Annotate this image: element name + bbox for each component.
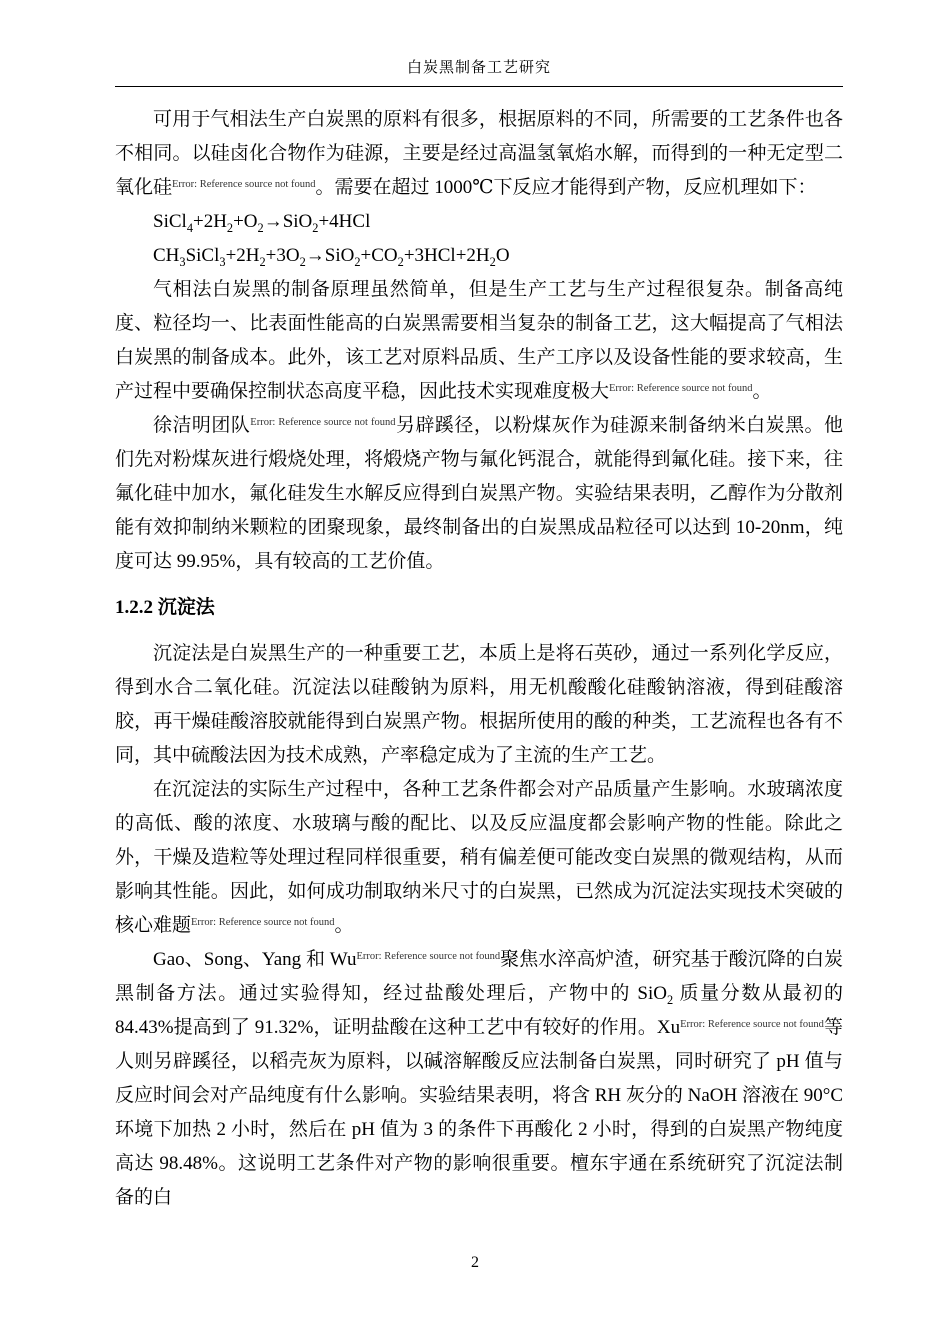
- text-run: Gao、Song、Yang 和 Wu: [153, 949, 357, 970]
- text-run: SiCl: [185, 245, 220, 266]
- text-run: +3O: [265, 245, 300, 266]
- text-run: 。: [334, 915, 354, 936]
- text-run: 沉淀法是白炭黑生产的一种重要工艺，本质上是将石英砂，通过一系列化学反应，得到水合二氧化硅。沉淀法以硅酸钠为原料，用无机酸酸化硅酸钠溶液，得到硅酸溶胶，再干燥硅酸溶胶就能得到白炭黑产物。根据所使用的酸的种类，工艺流程也各有不同，其中硫酸法因为技术成熟，产率稳定成为了主流的生产工艺。: [115, 643, 843, 766]
- text-run: 等人则另辟蹊径，以稻壳灰为原料，以碱溶解酸反应法制备白炭黑，同时研究了 pH 值与反应时间会对产品纯度有什么影响。实验结果表明，将含 RH 灰分的 NaOH 溶液在 90°C 环境下加热 2 小时，然后在 pH 值为 3 的条件下再酸化 2 小时，得到的白炭黑产物纯度高达 98.48%。这说明工艺条件对产物的影响很重要。檀东宇通在系统研究了沉淀法制备的白: [115, 1017, 844, 1208]
- text-run: 聚焦水淬高炉渣，研究基于酸沉降的白炭黑制备方法。通过实验得知，经过盐酸处理后，产物中的 SiO: [115, 949, 843, 1004]
- page-header: [115, 56, 843, 87]
- paragraph: [115, 103, 843, 205]
- formula-line: [115, 205, 843, 239]
- text-run: 另辟蹊径，以粉煤灰作为硅源来制备纳米白炭黑。他们先对粉煤灰进行煅烧处理，将煅烧产物与氟化钙混合，就能得到氟化硅。接下来，往氟化硅中加水，氟化硅发生水解反应得到白炭黑产物。实验结果表明，乙醇作为分散剂能有效抑制纳米颗粒的团聚现象，最终制备出的白炭黑成品粒径可以达到 10-20nm，纯度可达 99.95%，具有较高的工艺价值。: [115, 415, 843, 572]
- text-run: 。需要在超过 1000℃下反应才能得到产物，反应机理如下：: [315, 177, 817, 198]
- text-run: O: [495, 245, 510, 266]
- text-run: CH: [153, 245, 180, 266]
- text-run: +3HCl+2H: [403, 245, 490, 266]
- reference-error-mark: Error: Reference source not found: [250, 417, 396, 428]
- paragraph: [115, 409, 843, 579]
- text-run: 质量分数从最初的 84.43%提高到了 91.32%，证明盐酸在这种工艺中有较好的作用。Xu: [115, 983, 843, 1038]
- text-run: +O: [233, 211, 258, 232]
- paragraph: [115, 637, 843, 773]
- subscript: 2: [489, 254, 496, 269]
- reference-error-mark: Error: Reference source not found: [356, 951, 501, 962]
- reference-error-mark: Error: Reference source not found: [680, 1019, 824, 1030]
- text-run: 徐洁明团队: [153, 415, 251, 436]
- page-number: 2: [471, 1254, 479, 1271]
- formula-line: [115, 239, 843, 273]
- subscript: 2: [257, 220, 264, 235]
- section-heading: [115, 591, 843, 625]
- paragraph: [115, 943, 843, 1215]
- text-run: 可用于气相法生产白炭黑的原料有很多，根据原料的不同，所需要的工艺条件也各不相同。以硅卤化合物作为硅源，主要是经过高温氢氧焰水解，而得到的一种无定型二氧化硅: [115, 109, 843, 198]
- page-footer: [0, 1254, 950, 1272]
- subscript: 2: [354, 254, 361, 269]
- reference-error-mark: Error: Reference source not found: [191, 917, 335, 928]
- subscript: 3: [179, 254, 186, 269]
- text-run: →SiO: [263, 211, 313, 232]
- text-run: +CO: [360, 245, 398, 266]
- header-title: 白炭黑制备工艺研究: [406, 60, 551, 76]
- text-run: 气相法白炭黑的制备原理虽然简单，但是生产工艺与生产过程很复杂。制备高纯度、粒径均一、比表面性能高的白炭黑需要相当复杂的制备工艺，这大幅提高了气相法白炭黑的制备成本。此外，该工艺对原料品质、生产工序以及设备性能的要求较高，生产过程中要确保控制状态高度平稳，因此技术实现难度极大: [115, 279, 843, 402]
- subscript: 2: [397, 254, 404, 269]
- text-run: →SiO: [305, 245, 355, 266]
- subscript: 2: [312, 220, 319, 235]
- subscript: 2: [259, 254, 266, 269]
- text-run: SiCl: [153, 211, 187, 232]
- text-run: +2H: [225, 245, 260, 266]
- text-run: 。: [752, 381, 772, 402]
- subscript: 4: [186, 220, 193, 235]
- reference-error-mark: Error: Reference source not found: [172, 179, 316, 190]
- document-body: [115, 103, 843, 1215]
- subscript: 3: [219, 254, 226, 269]
- subscript: 2: [226, 220, 234, 235]
- text-run: 1.2.2 沉淀法: [115, 597, 215, 618]
- reference-error-mark: Error: Reference source not found: [609, 383, 753, 394]
- text-run: +4HCl: [318, 211, 371, 232]
- text-run: 在沉淀法的实际生产过程中，各种工艺条件都会对产品质量产生影响。水玻璃浓度的高低、酸的浓度、水玻璃与酸的配比、以及反应温度都会影响产物的性能。除此之外，干燥及造粒等处理过程同样很重要，稍有偏差便可能改变白炭黑的微观结构，从而影响其性能。因此，如何成功制取纳米尺寸的白炭黑，已然成为沉淀法实现技术突破的核心难题: [115, 779, 843, 936]
- paragraph: [115, 273, 843, 409]
- subscript: 2: [299, 254, 306, 269]
- paragraph: [115, 773, 843, 943]
- text-run: +2H: [192, 211, 227, 232]
- subscript: 2: [666, 992, 674, 1007]
